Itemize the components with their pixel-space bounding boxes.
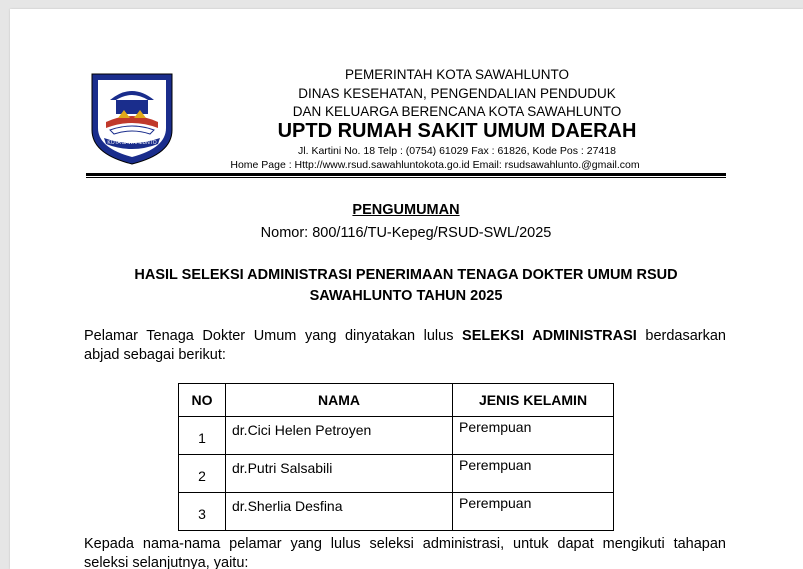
cell-no: 3 xyxy=(179,493,226,531)
logo-text: KOTA SAWAHLUNTO xyxy=(107,140,157,146)
table-row xyxy=(179,417,614,455)
heading-line-2: SAWAHLUNTO TAHUN 2025 xyxy=(309,288,503,304)
intro-paragraph-line-2: abjad sebagai berikut: xyxy=(84,347,226,363)
letterhead-divider-thick xyxy=(86,173,726,176)
table-row xyxy=(179,455,614,493)
results-table xyxy=(178,383,614,531)
document-page xyxy=(10,9,803,569)
announcement-number: Nomor: 800/116/TU-Kepeg/RSUD-SWL/2025 xyxy=(260,225,552,241)
letterhead-divider-thin xyxy=(86,177,726,178)
cell-no: 2 xyxy=(179,455,226,493)
intro-text-before: Pelamar Tenaga Dokter Umum yang dinyatakan lulus xyxy=(84,328,463,344)
letterhead-department-2: DAN KELUARGA BERENCANA KOTA SAWAHLUNTO xyxy=(292,104,622,119)
header-jenis-kelamin: JENIS KELAMIN xyxy=(453,384,614,417)
announcement-heading xyxy=(96,265,716,307)
cell-jenis-kelamin: Perempuan xyxy=(453,493,614,531)
letterhead-department: DINAS KESEHATAN, PENGENDALIAN PENDUDUK xyxy=(298,86,616,101)
city-logo xyxy=(88,70,176,166)
cell-jenis-kelamin: Perempuan xyxy=(453,417,614,455)
intro-bold: SELEKSI ADMINISTRASI xyxy=(462,328,637,344)
letterhead-institution: UPTD RUMAH SAKIT UMUM DAERAH xyxy=(277,120,637,142)
cell-nama: dr.Putri Salsabili xyxy=(226,455,453,493)
closing-paragraph-line-1: Kepada nama-nama pelamar yang lulus seleksi administrasi, untuk dapat mengikuti tahapan xyxy=(84,536,726,552)
letterhead-contact: Home Page : Http://www.rsud.sawahluntokota.go.id Email: rsudsawahlunto.@gmail.com xyxy=(230,159,640,171)
closing-paragraph-line-2: seleksi selanjutnya, yaitu: xyxy=(84,555,249,569)
header-no: NO xyxy=(179,384,226,417)
heading-line-1: HASIL SELEKSI ADMINISTRASI PENERIMAAN TENAGA DOKTER UMUM RSUD xyxy=(134,267,678,283)
intro-paragraph-line-1 xyxy=(84,327,726,346)
letterhead-government: PEMERINTAH KOTA SAWAHLUNTO xyxy=(344,67,570,82)
cell-jenis-kelamin: Perempuan xyxy=(453,455,614,493)
cell-nama: dr.Cici Helen Petroyen xyxy=(226,417,453,455)
header-nama: NAMA xyxy=(226,384,453,417)
cell-no: 1 xyxy=(179,417,226,455)
cell-nama: dr.Sherlia Desfina xyxy=(226,493,453,531)
table-row xyxy=(179,493,614,531)
letterhead-address: Jl. Kartini No. 18 Telp : (0754) 61029 Fax : 61826, Kode Pos : 27418 xyxy=(298,145,616,157)
intro-text-after: berdasarkan xyxy=(636,328,726,344)
announcement-title: PENGUMUMAN xyxy=(352,202,460,218)
table-header-row xyxy=(179,384,614,417)
